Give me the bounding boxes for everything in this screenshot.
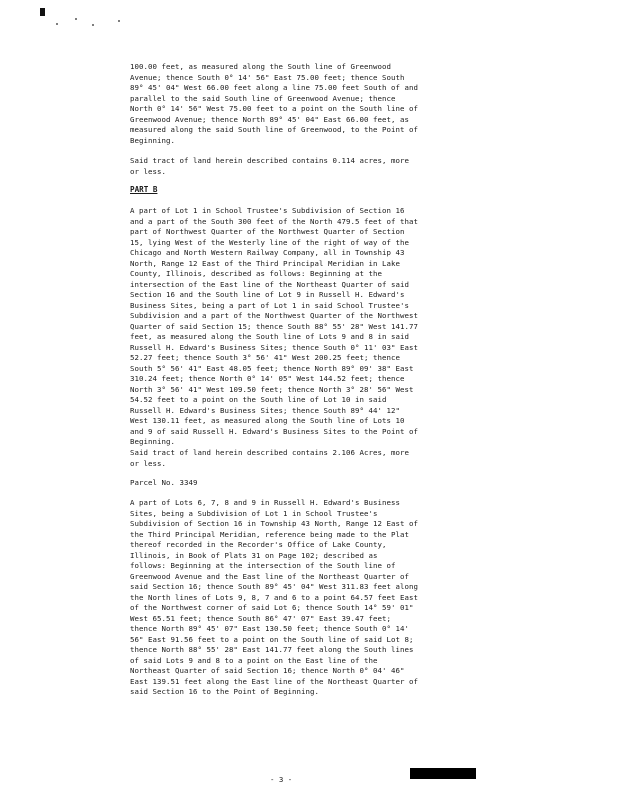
scan-speck bbox=[118, 20, 120, 22]
text-line: South 5° 56' 41" East 48.05 feet; thence North 89° 09' 38" East bbox=[130, 363, 414, 373]
page-number: - 3 - bbox=[270, 775, 293, 784]
text-line: County, Illinois, described as follows: Beginning at the bbox=[130, 269, 382, 278]
text-line: Business Sites, being a part of Lot 1 in said School Trustee's bbox=[130, 300, 409, 310]
paragraph-part-a-description bbox=[130, 62, 480, 146]
scan-speck bbox=[75, 18, 77, 20]
text-line: 15, lying West of the Westerly line of the right of way of the bbox=[130, 237, 409, 247]
paragraph-parcel-description bbox=[130, 498, 480, 698]
text-line: part of Northwest Quarter of the Northwest Quarter of Section bbox=[130, 227, 405, 236]
paragraph-part-b-area bbox=[130, 448, 480, 469]
text-line: 54.52 feet to a point on the South line of Lot 10 in said bbox=[130, 395, 387, 404]
text-line: Illinois, in Book of Plats 31 on Page 102; described as bbox=[130, 550, 378, 560]
text-line: follows: Beginning at the intersection of the South line of bbox=[130, 561, 396, 570]
text-line: North 0° 14' 56" West 75.00 feet to a point on the South line of bbox=[130, 104, 418, 113]
text-line: Chicago and North Western Railway Company, all in Township 43 bbox=[130, 248, 405, 257]
text-line: North 3° 56' 41" West 109.50 feet; thence North 3° 28' 56" West bbox=[130, 384, 414, 394]
text-line: Sites, being a Subdivision of Lot 1 in School Trustee's bbox=[130, 508, 378, 518]
scan-speck bbox=[56, 23, 58, 25]
text-line: 100.00 feet, as measured along the South line of Greenwood bbox=[130, 62, 391, 71]
text-line: Said tract of land herein described contains 0.114 acres, more bbox=[130, 156, 409, 165]
parcel-number-label: Parcel No. 3349 bbox=[130, 478, 198, 487]
text-line: Beginning. bbox=[130, 437, 175, 446]
redaction-bar bbox=[410, 768, 476, 779]
text-line: 52.27 feet; thence South 3° 56' 41" West 200.25 feet; thence bbox=[130, 353, 400, 362]
text-line: thereof recorded in the Recorder's Office of Lake County, bbox=[130, 540, 387, 549]
text-line: Beginning. bbox=[130, 135, 175, 145]
text-line: Russell H. Edward's Business Sites; thence South 0° 11' 03" East bbox=[130, 342, 418, 352]
text-line: feet, as measured along the South line of Lots 9 and 8 in said bbox=[130, 332, 409, 341]
text-line: the Third Principal Meridian, reference being made to the Plat bbox=[130, 529, 409, 539]
text-line: East 139.51 feet along the East line of the Northeast Quarter of bbox=[130, 676, 418, 686]
text-line: Section 16 and the South line of Lot 9 in Russell H. Edward's bbox=[130, 290, 405, 299]
text-line: said Section 16; thence South 89° 45' 04" West 311.83 feet along bbox=[130, 582, 418, 591]
text-line: and 9 of said Russell H. Edward's Business Sites to the Point of bbox=[130, 426, 418, 436]
text-line: 56" East 91.56 feet to a point on the South line of said Lot 8; bbox=[130, 634, 414, 644]
text-line: or less. bbox=[130, 458, 166, 468]
text-line: Russell H. Edward's Business Sites; thence South 89° 44' 12" bbox=[130, 405, 400, 415]
text-line: intersection of the East line of the Northeast Quarter of said bbox=[130, 279, 409, 289]
heading-part-b: PART B bbox=[130, 185, 158, 194]
text-line: thence North 88° 55' 28" East 141.77 feet along the South lines bbox=[130, 645, 414, 654]
text-line: Northeast Quarter of said Section 16; thence North 0° 04' 46" bbox=[130, 666, 405, 675]
text-line: North, Range 12 East of the Third Principal Meridian in Lake bbox=[130, 258, 400, 268]
text-line: of said Lots 9 and 8 to a point on the East line of the bbox=[130, 655, 378, 665]
text-line: 310.24 feet; thence North 0° 14' 05" West 144.52 feet; thence bbox=[130, 374, 405, 383]
paragraph-part-a-area bbox=[130, 156, 480, 177]
text-line: Greenwood Avenue; thence North 89° 45' 04" East 66.00 feet, as bbox=[130, 114, 409, 124]
scan-mark bbox=[40, 8, 45, 16]
text-line: thence North 89° 45' 07" East 130.50 feet; thence South 0° 14' bbox=[130, 624, 409, 633]
text-line: Said tract of land herein described contains 2.106 Acres, more bbox=[130, 448, 409, 457]
text-line: parallel to the said South line of Greenwood Avenue; thence bbox=[130, 93, 396, 103]
text-line: the North lines of Lots 9, 8, 7 and 6 to a point 64.57 feet East bbox=[130, 592, 418, 602]
text-line: said Section 16 to the Point of Beginning. bbox=[130, 687, 319, 696]
text-line: and a part of the South 300 feet of the North 479.5 feet of that bbox=[130, 216, 418, 226]
text-line: measured along the said South line of Greenwood, to the Point of bbox=[130, 125, 418, 134]
text-line: or less. bbox=[130, 166, 166, 176]
text-line: A part of Lot 1 in School Trustee's Subdivision of Section 16 bbox=[130, 206, 405, 215]
text-line: Greenwood Avenue and the East line of the Northeast Quarter of bbox=[130, 571, 409, 581]
paragraph-part-b-description bbox=[130, 206, 480, 448]
text-line: Avenue; thence South 0° 14' 56" East 75.00 feet; thence South bbox=[130, 72, 405, 82]
text-line: Subdivision of Section 16 in Township 43 North, Range 12 East of bbox=[130, 519, 418, 528]
text-line: 89° 45' 04" West 66.00 feet along a line 75.00 feet South of and bbox=[130, 83, 418, 92]
text-line: West 130.11 feet, as measured along the South line of Lots 10 bbox=[130, 416, 405, 425]
text-line: of the Northwest corner of said Lot 6; thence South 14° 59' 01" bbox=[130, 603, 414, 612]
text-line: Quarter of said Section 15; thence South 88° 55' 28" West 141.77 bbox=[130, 321, 418, 331]
text-line: Subdivision and a part of the Northwest Quarter of the Northwest bbox=[130, 311, 418, 320]
scan-speck bbox=[92, 24, 94, 26]
text-line: West 65.51 feet; thence South 86° 47' 07" East 39.47 feet; bbox=[130, 613, 391, 623]
text-line: A part of Lots 6, 7, 8 and 9 in Russell H. Edward's Business bbox=[130, 498, 400, 507]
